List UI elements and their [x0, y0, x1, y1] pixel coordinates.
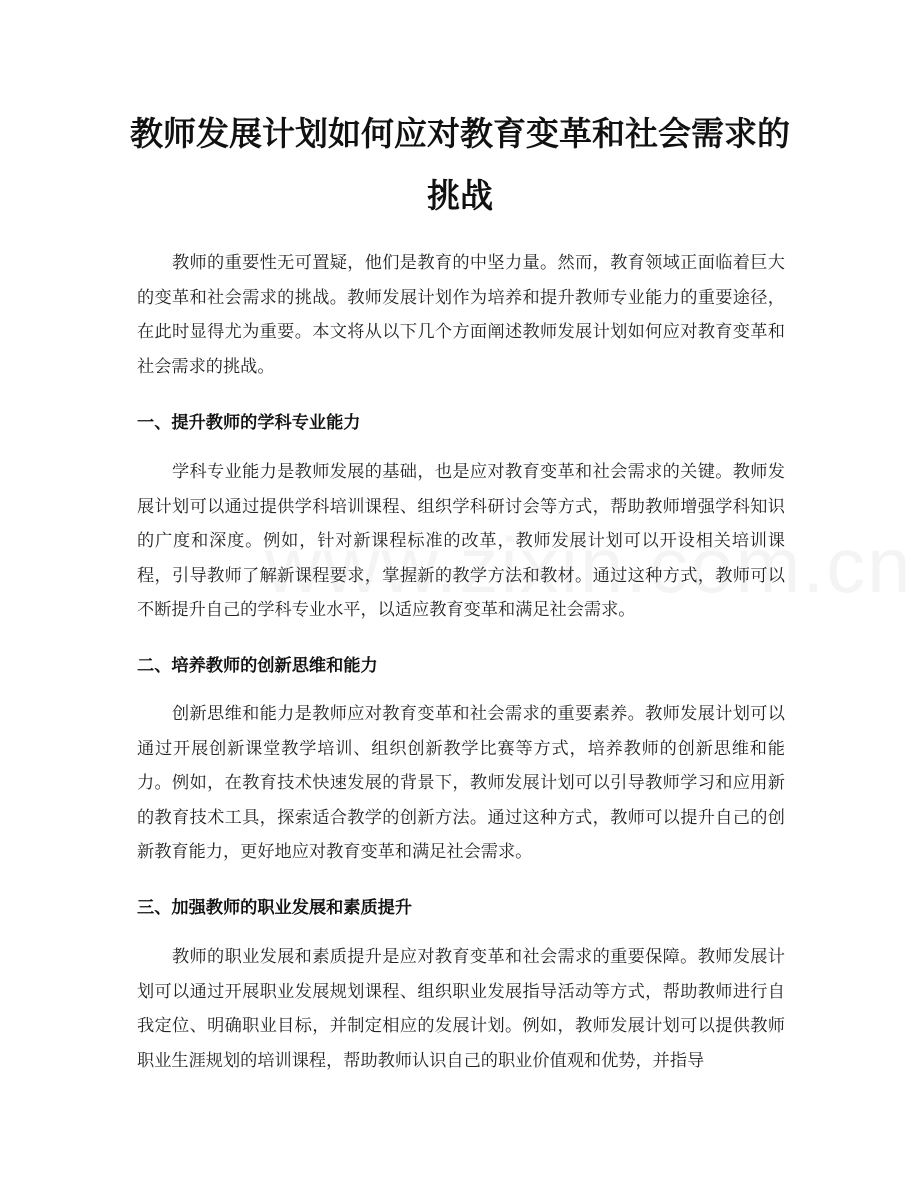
- document-title: 教师发展计划如何应对教育变革和社会需求的挑战: [130, 114, 790, 215]
- intro-paragraph: 教师的重要性无可置疑，他们是教育的中坚力量。然而，教育领域正面临着巨大的变革和社会需求的挑战。教师发展计划作为培养和提升教师专业能力的重要途径，在此时显得尤为重要。本文将从以下几个方面阐述教师发展计划如何应对教育变革和社会需求的挑战。: [137, 253, 785, 377]
- section-3-paragraph: 教师的职业发展和素质提升是应对教育变革和社会需求的重要保障。教师发展计划可以通过开展职业发展规划课程、组织职业发展指导活动等方式，帮助教师进行自我定位、明确职业目标，并制定相应的发展计划。例如，教师发展计划可以提供教师职业生涯规划的培训课程，帮助教师认识自己的职业价值观和优势，并指导: [137, 947, 785, 1071]
- section-3-heading: 三、加强教师的职业发展和素质提升: [137, 898, 413, 918]
- section-1-paragraph: 学科专业能力是教师发展的基础，也是应对教育变革和社会需求的关键。教师发展计划可以通过提供学科培训课程、组织学科研讨会等方式，帮助教师增强学科知识的广度和深度。例如，针对新课程标准的改革，教师发展计划可以开设相关培训课程，引导教师了解新课程要求，掌握新的教学方法和教材。通过这种方式，教师可以不断提升自己的学科专业水平，以适应教育变革和满足社会需求。: [137, 462, 785, 620]
- section-2-heading: 二、培养教师的创新思维和能力: [137, 656, 378, 676]
- section-2-paragraph: 创新思维和能力是教师应对教育变革和社会需求的重要素养。教师发展计划可以通过开展创新课堂教学培训、组织创新教学比赛等方式，培养教师的创新思维和能力。例如，在教育技术快速发展的背景下，教师发展计划可以引导教师学习和应用新的教育技术工具，探索适合教学的创新方法。通过这种方式，教师可以提升自己的创新教育能力，更好地应对教育变革和满足社会需求。: [137, 704, 785, 862]
- section-1-heading: 一、提升教师的学科专业能力: [137, 413, 361, 433]
